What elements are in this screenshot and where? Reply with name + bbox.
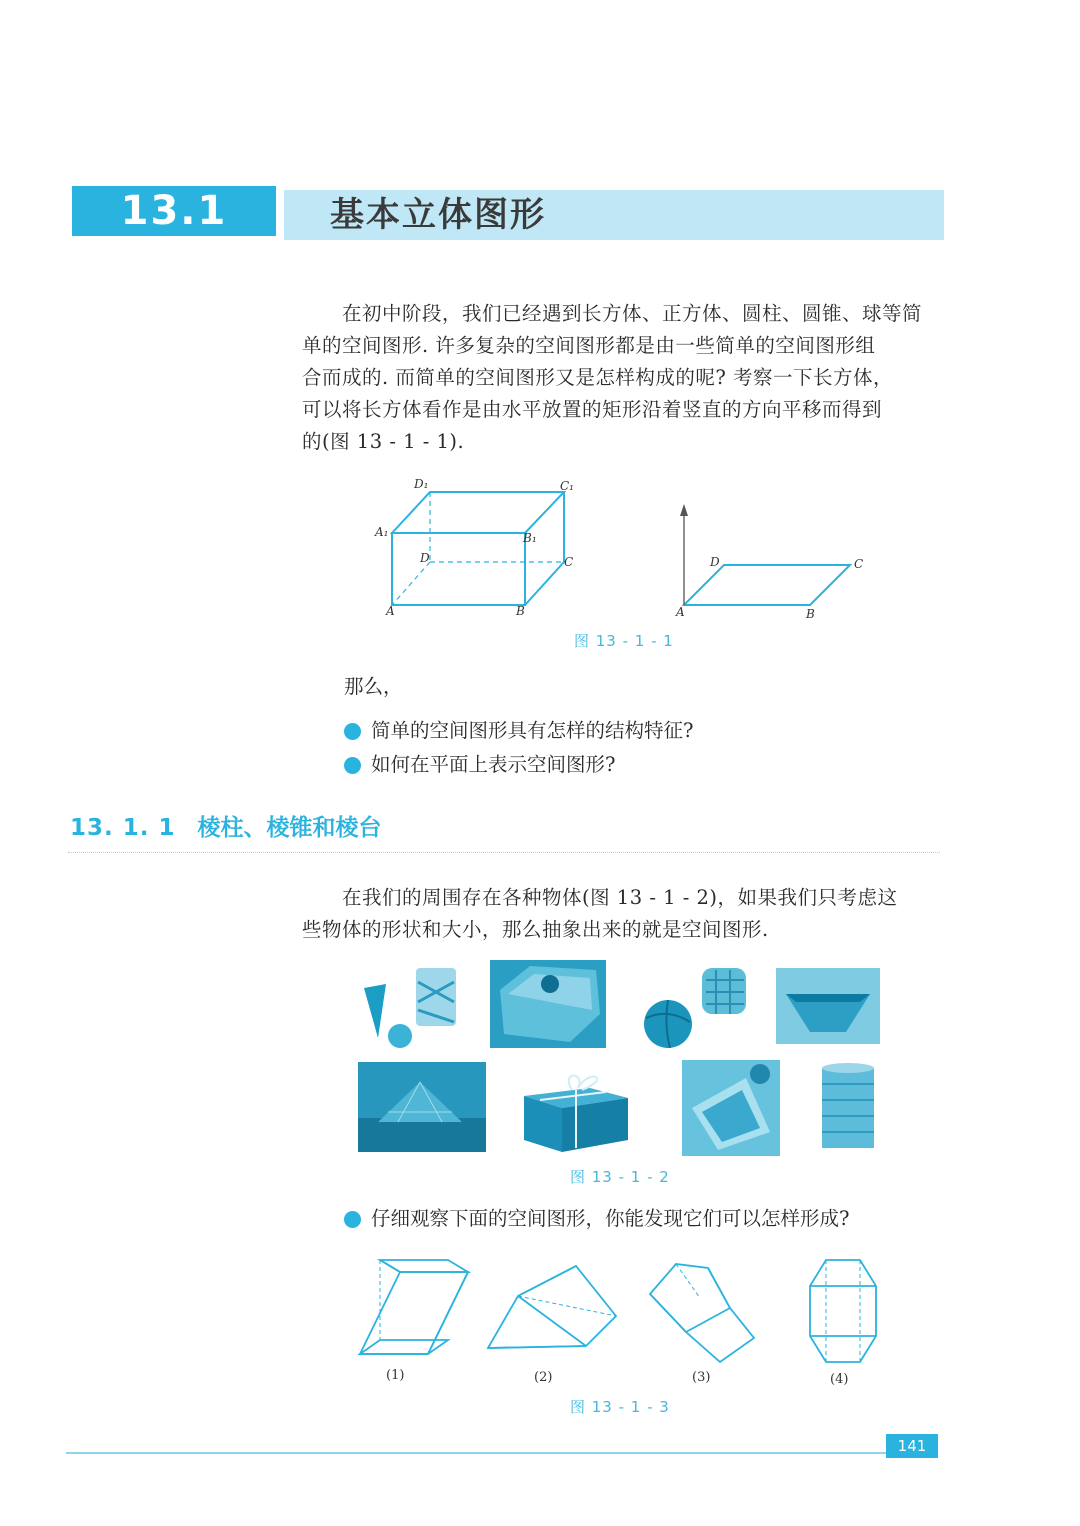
- question-item: 仔细观察下面的空间图形，你能发现它们可以怎样形成?: [344, 1204, 849, 1234]
- figure3-label: (1): [386, 1368, 405, 1383]
- figure-13-1-1: [360, 470, 880, 630]
- label-A: A: [386, 604, 395, 618]
- figure-caption: 图 13 - 1 - 1: [574, 632, 674, 650]
- rectangle-translate-drawing: [684, 565, 850, 605]
- para2-line: 在我们的周围存在各种物体(图 13 - 1 - 2)，如果我们只考虑这: [342, 886, 898, 909]
- subsection-rule: [68, 852, 940, 853]
- intro-line: 在初中阶段，我们已经遇到长方体、正方体、圆柱、圆锥、球等简: [342, 302, 923, 325]
- photo-cake: [682, 1060, 780, 1156]
- intro-line: 可以将长方体看作是由水平放置的矩形沿着竖直的方向平移而得到: [302, 398, 883, 421]
- intro-line: 单的空间图形. 许多复杂的空间图形都是由一些简单的空间图形组: [302, 334, 876, 357]
- label-D1: D₁: [414, 477, 429, 491]
- figure-13-1-3: [350, 1258, 890, 1392]
- label-A1: A₁: [375, 525, 389, 539]
- photo-cone-cup: [356, 962, 466, 1054]
- intro-paragraph: [302, 298, 942, 458]
- plane-label-B: B: [806, 607, 815, 621]
- figure3-label: (2): [534, 1370, 553, 1385]
- section-number: 13.1: [72, 186, 276, 236]
- photo-tin-can: [818, 1062, 878, 1154]
- section-title: 基本立体图形: [330, 195, 546, 235]
- photo-hexagonal-box: [490, 960, 606, 1048]
- plane-label-A: A: [676, 605, 685, 619]
- intro-line: 合而成的. 而简单的空间图形又是怎样构成的呢? 考察一下长方体，: [302, 366, 894, 389]
- bullet-icon: [344, 723, 361, 740]
- solid-4: [810, 1260, 876, 1362]
- then-text: 那么，: [344, 675, 403, 698]
- plane-label-D: D: [710, 555, 720, 569]
- plane-label-C: C: [854, 557, 864, 571]
- paragraph-2: [302, 882, 942, 946]
- intro-line: 的(图 13 - 1 - 1).: [302, 430, 465, 453]
- solid-2: [488, 1266, 616, 1348]
- footer-rule: [66, 1452, 888, 1454]
- label-D: D: [420, 551, 430, 565]
- arrow-head-icon: [680, 504, 688, 516]
- photo-gift-box: [516, 1060, 636, 1156]
- subsection-heading: 13. 1. 1 棱柱、棱锥和棱台: [70, 815, 382, 841]
- figure-caption: 图 13 - 1 - 2: [570, 1168, 670, 1186]
- cuboid-drawing: [392, 492, 564, 605]
- figure3-label: (3): [692, 1370, 711, 1385]
- label-B: B: [516, 604, 525, 618]
- figure-caption: 图 13 - 1 - 3: [570, 1398, 670, 1416]
- page-number: 141: [886, 1434, 938, 1458]
- question-item: 如何在平面上表示空间图形?: [344, 750, 615, 780]
- figure3-label: (4): [830, 1372, 849, 1387]
- label-C: C: [564, 555, 574, 569]
- solid-3: [650, 1264, 754, 1362]
- bullet-icon: [344, 1211, 361, 1228]
- para2-line: 些物体的形状和大小，那么抽象出来的就是空间图形.: [302, 918, 769, 941]
- photo-bowl: [776, 968, 880, 1044]
- photo-pyramid: [358, 1062, 486, 1152]
- bullet-icon: [344, 757, 361, 774]
- label-C1: C₁: [560, 479, 574, 493]
- photo-ball-cube: [640, 962, 760, 1052]
- label-B1: B₁: [523, 531, 537, 545]
- question-item: 简单的空间图形具有怎样的结构特征?: [344, 716, 693, 746]
- solid-1: [360, 1260, 468, 1354]
